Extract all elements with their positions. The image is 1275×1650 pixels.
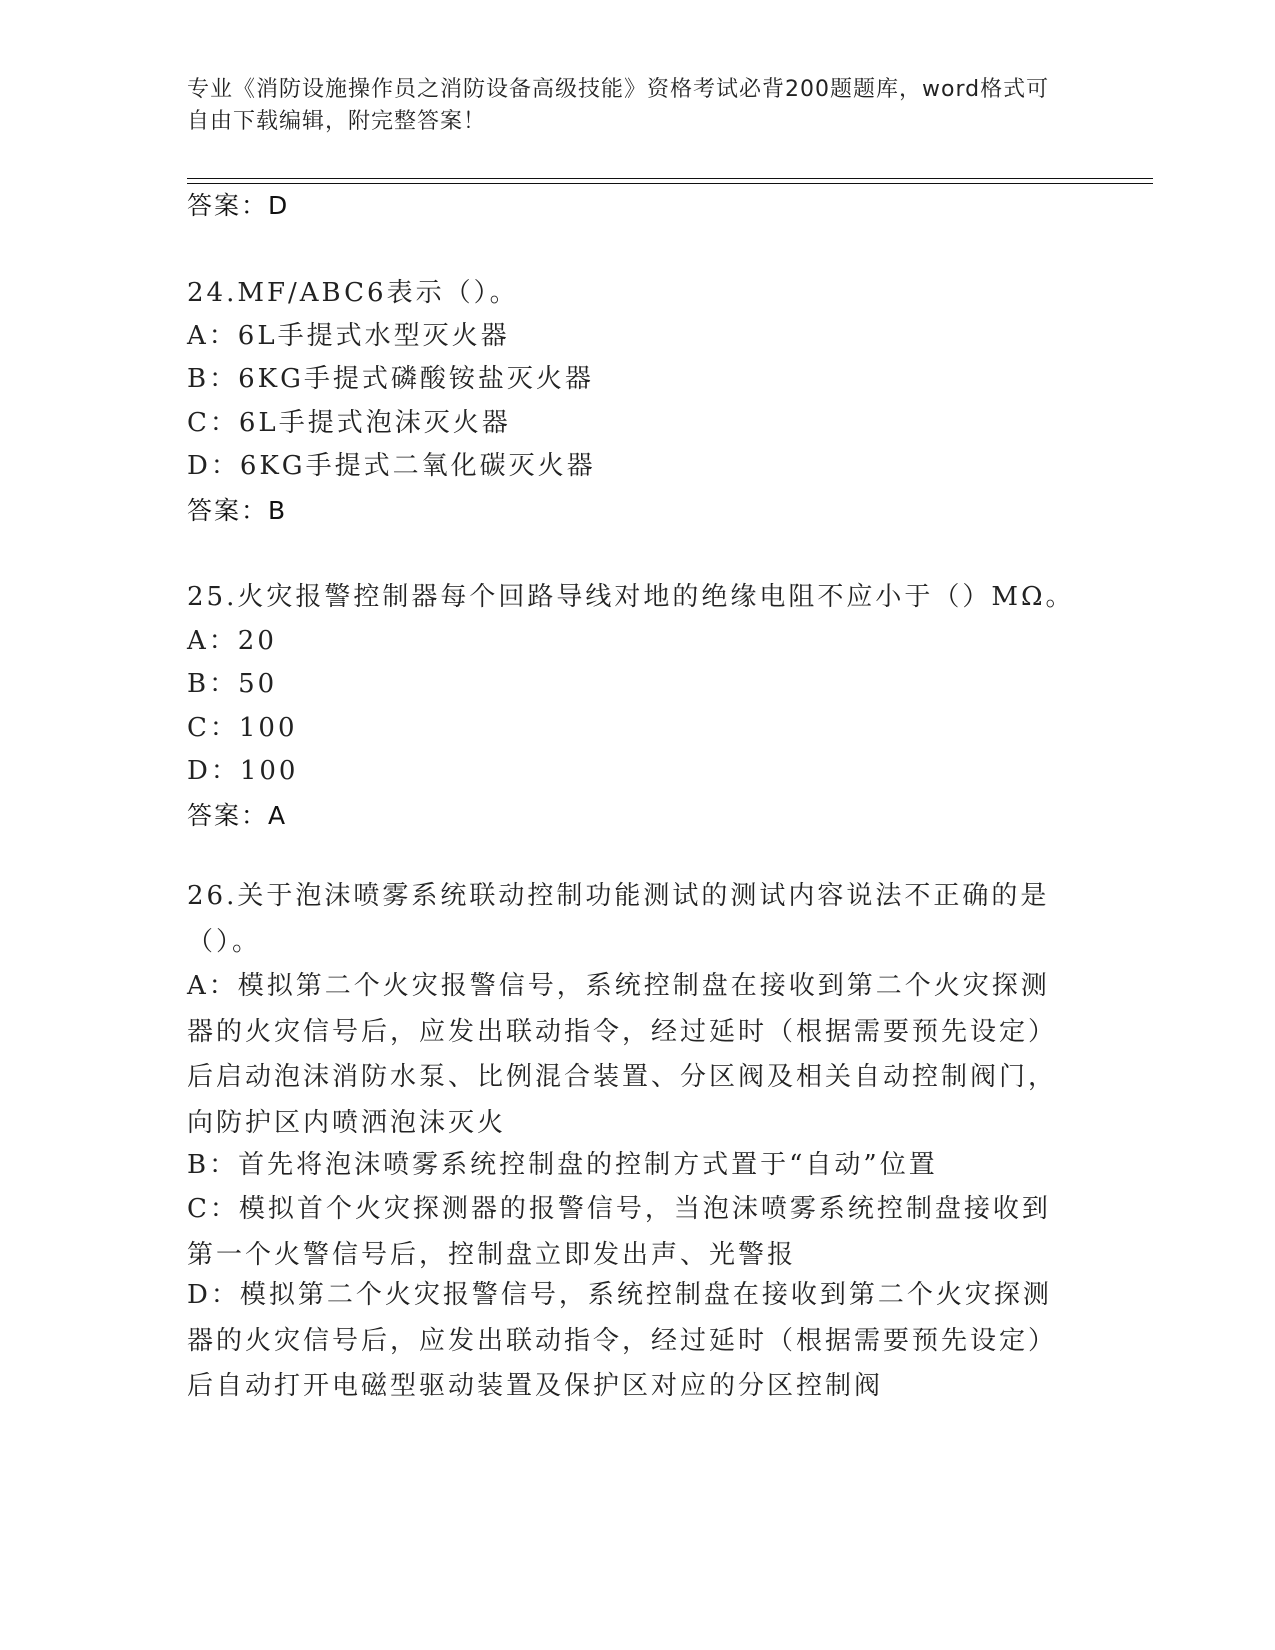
header-divider-bottom	[187, 183, 1153, 184]
q25-option-d: D：100	[187, 756, 299, 786]
document-intro: 专业《消防设施操作员之消防设备高级技能》资格考试必背200题题库，word格式可自由下载编辑，附完整答案！	[187, 77, 1050, 134]
q26-option-c: C：模拟首个火灾探测器的报警信号，当泡沫喷雾系统控制盘接收到第一个火警信号后，控制盘立即发出声、光警报	[187, 1194, 1051, 1270]
q24-option-c: C：6L手提式泡沫灭火器	[187, 408, 511, 438]
q24-option-a: A：6L手提式水型灭火器	[187, 321, 510, 351]
q24-option-d: D：6KG手提式二氧化碳灭火器	[187, 451, 596, 481]
q26-option-a: A：模拟第二个火灾报警信号，系统控制盘在接收到第二个火灾探测器的火灾信号后，应发出联动指令，经过延时（根据需要预先设定）后启动泡沫消防水泵、比例混合装置、分区阀及相关自动控制阀门，向防护区内喷洒泡沫灭火	[187, 971, 1058, 1138]
question-26: 26.关于泡沫喷雾系统联动控制功能测试的测试内容说法不正确的是（）。	[187, 881, 1050, 957]
question-24: 24.MF/ABC6表示（）。	[187, 278, 519, 308]
previous-answer: 答案：D	[187, 191, 290, 220]
q24-answer: 答案：B	[187, 496, 288, 525]
question-25: 25.火灾报警控制器每个回路导线对地的绝缘电阻不应小于（）MΩ。	[187, 582, 1075, 612]
q25-answer: 答案：A	[187, 801, 288, 830]
q26-option-b: B：首先将泡沫喷雾系统控制盘的控制方式置于“自动”位置	[187, 1150, 938, 1180]
q26-option-d: D：模拟第二个火灾报警信号，系统控制盘在接收到第二个火灾探测器的火灾信号后，应发出联动指令，经过延时（根据需要预先设定）后自动打开电磁型驱动装置及保护区对应的分区控制阀	[187, 1280, 1058, 1401]
q25-option-b: B：50	[187, 669, 278, 699]
q24-option-b: B：6KG手提式磷酸铵盐灭火器	[187, 364, 594, 394]
q25-option-c: C：100	[187, 713, 298, 743]
header-divider-top	[187, 178, 1153, 179]
q25-option-a: A：20	[187, 626, 277, 656]
